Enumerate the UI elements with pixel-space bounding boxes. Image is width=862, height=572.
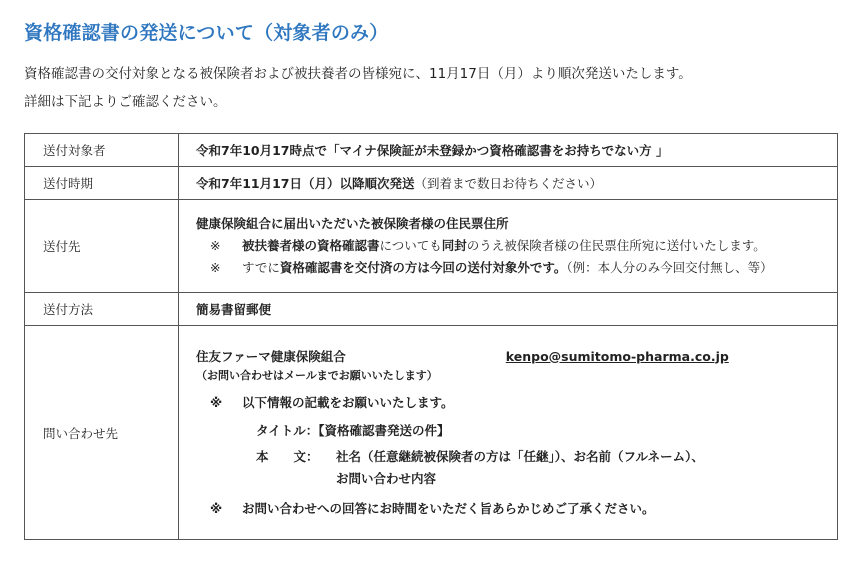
intro-line-2: 詳細は下記よりご確認ください。 xyxy=(24,94,227,110)
note1-normal: についても xyxy=(379,238,442,253)
page-title: 資格確認書の発送について（対象者のみ） xyxy=(24,22,389,44)
note-mark: ※ xyxy=(210,394,223,410)
label-method: 送付方法 xyxy=(25,293,179,326)
note-mark: ※ xyxy=(210,500,223,516)
value-timing xyxy=(179,167,838,200)
info-table xyxy=(24,133,838,540)
note1-bold2: 同封 xyxy=(441,238,467,253)
subject-value: 【資格確認書発送の件】 xyxy=(318,422,450,438)
request-text: 以下情報の記載をお願いいたします。 xyxy=(242,394,454,410)
intro-line-1: 資格確認書の交付対象となる被保険者および被扶養者の皆様宛に、11月17日（月）より順次発送いたします。 xyxy=(24,66,692,82)
value-target: 令和7年10月17時点で「マイナ保険証が未登録かつ資格確認書をお持ちでない方 」 xyxy=(179,134,838,167)
note2-rest: （例：本人分のみ今回交付無し、等） xyxy=(566,260,773,275)
value-destination xyxy=(179,200,838,293)
intro-text xyxy=(24,60,692,116)
contact-org-line xyxy=(196,346,836,368)
note2-normal: すでに xyxy=(242,260,280,275)
contact-closing xyxy=(196,498,836,520)
note1-rest: のうえ被保険者様の住民票住所宛に送付いたします。 xyxy=(466,238,766,253)
contact-email-link[interactable]: kenpo@sumitomo-pharma.co.jp xyxy=(505,348,729,364)
body-value-1: 社名（任意継続被保険者の方は「任継」）、お名前（フルネーム）、 xyxy=(336,448,704,464)
note1-bold: 被扶養者様の資格確認書 xyxy=(242,238,380,253)
note-mark: ※ xyxy=(210,260,221,275)
body-label: 本 文： xyxy=(256,448,319,464)
label-target: 送付対象者 xyxy=(25,134,179,167)
label-contact: 問い合わせ先 xyxy=(25,326,179,540)
table-row-method xyxy=(25,293,838,326)
closing-text: お問い合わせへの回答にお時間をいただく旨あらかじめご了承ください。 xyxy=(242,500,655,516)
note-mark: ※ xyxy=(210,238,221,253)
table-row-target xyxy=(25,134,838,167)
contact-email-note: （お問い合わせはメールまでお願いいたします） xyxy=(196,368,438,382)
contact-body xyxy=(196,446,836,468)
contact-body-2: お問い合わせ内容 xyxy=(336,470,437,486)
contact-subject xyxy=(196,420,836,442)
destination-note-2 xyxy=(196,257,836,279)
label-timing: 送付時期 xyxy=(25,167,179,200)
destination-main: 健康保険組合に届出いただいた被保険者様の住民票住所 xyxy=(196,216,509,231)
timing-note: （到着まで数日お待ちください） xyxy=(414,176,603,191)
contact-request xyxy=(196,392,836,414)
note2-bold: 資格確認書を交付済の方は今回の送付対象外です。 xyxy=(279,260,567,275)
value-contact xyxy=(179,326,838,540)
label-destination: 送付先 xyxy=(25,200,179,293)
subject-label: タイトル： xyxy=(256,422,319,438)
table-row-destination xyxy=(25,200,838,293)
table-row-timing xyxy=(25,167,838,200)
table-row-contact xyxy=(25,326,838,540)
destination-note-1 xyxy=(196,235,836,257)
contact-org: 住友ファーマ健康保険組合 xyxy=(196,348,346,364)
timing-main: 令和7年11月17日（月）以降順次発送 xyxy=(196,176,415,191)
value-method: 簡易書留郵便 xyxy=(179,293,838,326)
